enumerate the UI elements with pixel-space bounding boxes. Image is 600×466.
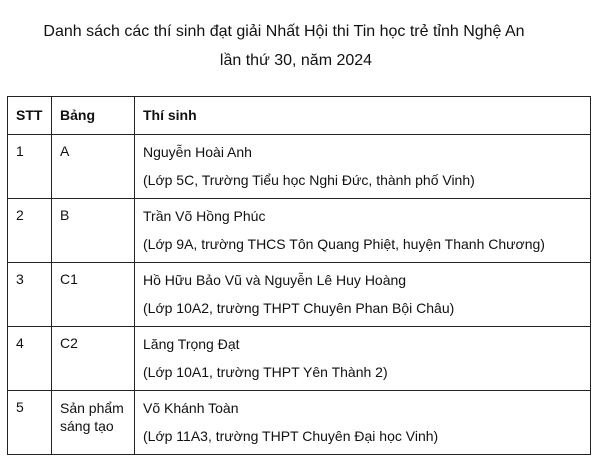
student-school: (Lớp 10A1, trường THPT Yên Thành 2): [143, 364, 388, 380]
table-header-row: [8, 97, 591, 135]
table-row: [8, 327, 591, 391]
cell-thi-sinh: [135, 135, 591, 199]
student-name: Võ Khánh Toàn: [143, 400, 239, 416]
student-school: (Lớp 11A3, trường THPT Chuyên Đại học Vinh): [143, 428, 439, 444]
cell-thi-sinh: [135, 199, 591, 263]
cell-thi-sinh: [135, 263, 591, 327]
table-row: [8, 135, 591, 199]
student-name: Lăng Trọng Đạt: [143, 336, 240, 352]
student-school: (Lớp 10A2, trường THPT Chuyên Phan Bội Châu): [143, 300, 455, 316]
table-row: [8, 263, 591, 327]
header-thi-sinh: Thí sinh: [135, 97, 591, 135]
cell-bang: C2: [52, 327, 135, 391]
document-title-line-2: lần thứ 30, năm 2024: [219, 52, 373, 69]
student-name: Hồ Hữu Bảo Vũ và Nguyễn Lê Huy Hoàng: [143, 272, 407, 288]
cell-stt: 1: [8, 135, 52, 199]
table-row: [8, 199, 591, 263]
cell-bang: C1: [52, 263, 135, 327]
table-row: [8, 391, 591, 455]
student-school: (Lớp 9A, trường THCS Tôn Quang Phiệt, huyện Thanh Chương): [143, 236, 545, 252]
cell-stt: 5: [8, 391, 52, 455]
cell-stt: 3: [8, 263, 52, 327]
header-stt: STT: [8, 97, 52, 135]
cell-bang: A: [52, 135, 135, 199]
cell-bang: [52, 391, 135, 455]
cell-thi-sinh: [135, 327, 591, 391]
student-name: Nguyễn Hoài Anh: [143, 144, 252, 160]
document-title-line-1: Danh sách các thí sinh đạt giải Nhất Hội thi Tin học trẻ tỉnh Nghệ An: [43, 23, 525, 40]
bang-label-line-2: sáng tạo: [60, 418, 114, 434]
header-bang: Bảng: [52, 97, 135, 135]
cell-thi-sinh: [135, 391, 591, 455]
student-school: (Lớp 5C, Trường Tiểu học Nghi Đức, thành phố Vinh): [143, 172, 475, 188]
cell-stt: 4: [8, 327, 52, 391]
bang-label-line-1: Sản phẩm: [60, 400, 124, 416]
cell-bang: B: [52, 199, 135, 263]
winners-table: [7, 96, 591, 455]
cell-stt: 2: [8, 199, 52, 263]
student-name: Trần Võ Hồng Phúc: [143, 208, 266, 224]
